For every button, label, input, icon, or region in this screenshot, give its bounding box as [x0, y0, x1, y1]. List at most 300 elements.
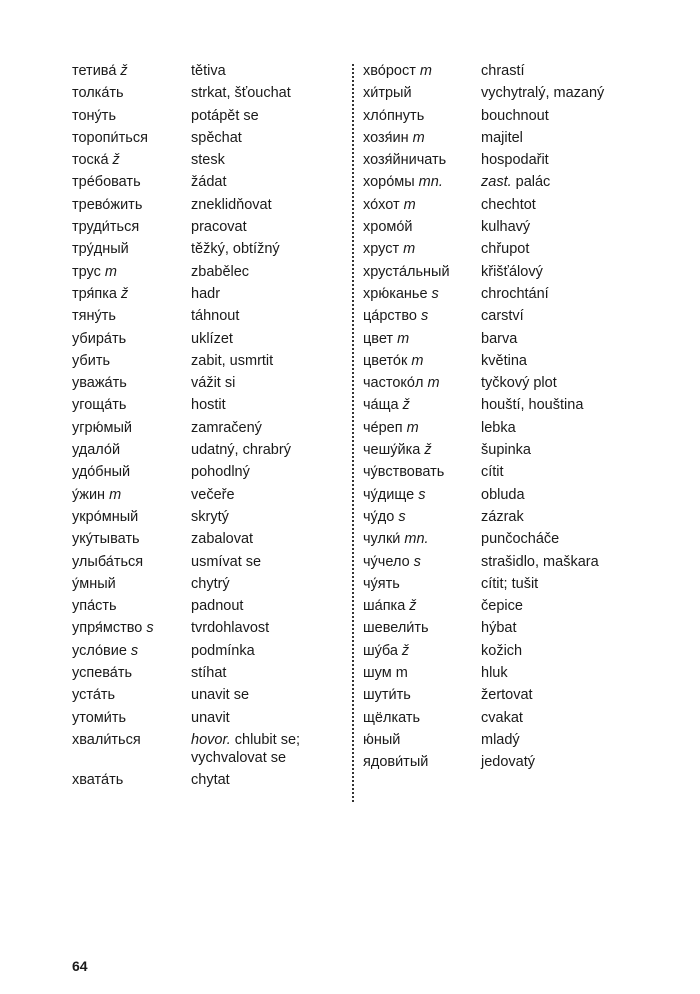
russian-word	[363, 486, 481, 504]
czech-translation	[481, 530, 683, 548]
grammar-label: m	[419, 63, 432, 79]
czech-translation-text: pohodlný	[191, 464, 250, 481]
czech-translation-text: hostit	[191, 397, 226, 414]
czech-translation-text: pracovat	[191, 219, 247, 236]
vocab-row	[72, 771, 337, 789]
vocab-row	[363, 307, 683, 325]
czech-translation-text: cvakat	[481, 709, 523, 726]
vocab-row	[363, 597, 683, 615]
russian-word	[72, 619, 191, 637]
page-number: 64	[72, 958, 88, 974]
czech-translation-text: unavit se	[191, 687, 250, 704]
russian-word	[72, 664, 191, 682]
russian-word-text: успева́ть	[72, 665, 133, 682]
vocab-row	[72, 731, 337, 767]
vocab-row	[363, 151, 683, 169]
russian-word-text: шути́ть	[363, 687, 411, 704]
russian-word	[72, 62, 191, 80]
grammar-label: m	[109, 486, 122, 503]
russian-word-text: утоми́ть	[72, 709, 127, 726]
czech-translation-text: šupinka	[481, 442, 531, 459]
russian-word-text: тре́бовать	[72, 174, 141, 191]
czech-translation	[191, 240, 337, 258]
vocab-row	[363, 374, 683, 392]
russian-word-text: чу́дище	[363, 486, 415, 503]
czech-translation	[191, 129, 337, 147]
vocab-row	[72, 441, 337, 459]
vocab-row	[363, 396, 683, 414]
czech-translation	[191, 441, 337, 459]
usage-label: hovor.	[191, 731, 231, 748]
vocab-row	[72, 307, 337, 325]
czech-translation-text: křišťálový	[481, 263, 543, 280]
czech-translation	[191, 285, 337, 303]
czech-translation-text: cítit; tušit	[481, 575, 539, 592]
russian-word	[72, 771, 191, 789]
vocab-row	[363, 642, 683, 660]
russian-word	[72, 686, 191, 704]
russian-word-text: хло́пнуть	[363, 107, 425, 124]
russian-word	[72, 530, 191, 548]
czech-translation	[191, 771, 337, 789]
russian-word-text: тяну́ть	[72, 308, 116, 325]
vocab-row	[72, 285, 337, 303]
russian-word-text: угоща́ть	[72, 397, 127, 414]
column-divider	[352, 64, 354, 802]
czech-translation-text: chlubit se;	[234, 731, 301, 748]
vocab-row	[363, 419, 683, 437]
russian-word-text: тря́пка	[72, 285, 117, 302]
czech-translation	[481, 330, 683, 348]
czech-translation-text: chrastí	[481, 63, 525, 79]
czech-translation-text: usmívat se	[191, 553, 262, 570]
czech-translation-text: tětiva	[191, 63, 226, 79]
czech-translation	[481, 374, 683, 392]
czech-translation-continued: vychvalovat se	[191, 749, 287, 766]
czech-translation-text: hospodařit	[481, 152, 549, 169]
russian-word	[363, 285, 481, 303]
russian-word	[72, 263, 191, 281]
russian-word	[363, 196, 481, 214]
usage-label: zast.	[481, 174, 512, 191]
vocab-row	[72, 352, 337, 370]
czech-translation	[191, 196, 337, 214]
russian-word	[72, 129, 191, 147]
russian-word	[72, 374, 191, 392]
czech-translation-text: uklízet	[191, 330, 233, 347]
russian-word-text: улыба́ться	[72, 553, 144, 570]
grammar-label: m	[412, 129, 425, 146]
czech-translation-text: udatný, chrabrý	[191, 442, 291, 459]
czech-translation	[191, 597, 337, 615]
czech-translation	[191, 352, 337, 370]
vocab-row	[72, 530, 337, 548]
russian-word-text: толка́ть	[72, 85, 124, 102]
russian-word-text: шу́ба	[363, 642, 398, 659]
russian-word-text: торопи́ться	[72, 129, 148, 146]
russian-word	[72, 173, 191, 191]
czech-translation-text: hadr	[191, 285, 221, 302]
russian-word-text: укро́мный	[72, 508, 139, 525]
russian-word	[363, 84, 481, 102]
czech-translation	[481, 196, 683, 214]
czech-translation	[481, 508, 683, 526]
czech-translation	[191, 530, 337, 548]
czech-translation	[191, 107, 337, 125]
czech-translation	[191, 419, 337, 437]
czech-translation	[191, 508, 337, 526]
russian-word	[363, 419, 481, 437]
czech-translation-text: bouchnout	[481, 107, 549, 124]
czech-translation-text: padnout	[191, 598, 244, 615]
russian-word-text: хоро́мы	[363, 174, 415, 191]
russian-word-text: уважа́ть	[72, 375, 127, 392]
russian-word	[72, 330, 191, 348]
czech-translation	[191, 62, 337, 80]
czech-translation	[191, 218, 337, 236]
russian-word-text: удо́бный	[72, 464, 131, 481]
russian-word	[363, 330, 481, 348]
grammar-label: mn.	[418, 174, 443, 191]
czech-translation	[481, 709, 683, 727]
russian-word-text: хво́рост	[363, 63, 416, 79]
czech-translation-text: kulhavý	[481, 219, 531, 236]
russian-word-text: трус	[72, 263, 101, 280]
russian-word	[72, 642, 191, 660]
vocab-row	[72, 508, 337, 526]
russian-word-text: чешу́йка	[363, 442, 421, 459]
vocab-row	[363, 107, 683, 125]
vocab-row	[363, 575, 683, 593]
czech-translation	[191, 330, 337, 348]
russian-word-text: хи́трый	[363, 85, 412, 102]
czech-translation	[481, 263, 683, 281]
czech-translation	[481, 664, 683, 682]
czech-translation-text: chřupot	[481, 241, 530, 258]
russian-word-text: труди́ться	[72, 219, 140, 236]
russian-word	[363, 731, 481, 749]
vocab-row	[72, 374, 337, 392]
russian-word-text: хозя́ин	[363, 129, 409, 146]
vocab-row	[363, 84, 683, 102]
russian-word	[72, 731, 191, 749]
czech-translation	[191, 396, 337, 414]
russian-word	[363, 530, 481, 548]
grammar-label: m	[403, 241, 416, 258]
russian-word-text: хвали́ться	[72, 731, 141, 748]
vocab-row	[363, 129, 683, 147]
vocab-row	[72, 419, 337, 437]
czech-translation	[481, 753, 683, 771]
russian-word	[363, 352, 481, 370]
czech-translation	[481, 731, 683, 749]
russian-word-text: хруста́льный	[363, 263, 450, 280]
russian-word	[72, 240, 191, 258]
czech-translation-text: strašidlo, maškara	[481, 553, 599, 570]
russian-word-text: убира́ть	[72, 330, 127, 347]
vocab-row	[72, 575, 337, 593]
russian-word-text: угрю́мый	[72, 419, 132, 436]
czech-translation	[481, 151, 683, 169]
vocab-row	[72, 240, 337, 258]
russian-word	[72, 196, 191, 214]
vocab-row	[72, 709, 337, 727]
czech-translation-text: vážit si	[191, 375, 236, 392]
czech-translation	[481, 352, 683, 370]
russian-word	[363, 307, 481, 325]
russian-word	[363, 642, 481, 660]
vocab-row	[363, 486, 683, 504]
czech-translation-text: majitel	[481, 129, 523, 146]
czech-translation	[481, 240, 683, 258]
vocab-row	[363, 709, 683, 727]
grammar-label: s	[398, 508, 406, 525]
czech-translation	[191, 731, 337, 767]
russian-word-text: удало́й	[72, 442, 121, 459]
russian-word-text: чулки́	[363, 531, 401, 548]
russian-word	[363, 107, 481, 125]
russian-word-text: хвата́ть	[72, 772, 124, 789]
russian-word-text: хрю́канье	[363, 285, 428, 302]
russian-word	[363, 597, 481, 615]
czech-translation-text: chytat	[191, 772, 230, 789]
russian-word	[363, 129, 481, 147]
russian-word-text: ца́рство	[363, 308, 417, 325]
russian-word	[72, 285, 191, 303]
russian-word-text: трево́жить	[72, 196, 143, 213]
czech-translation-text: jedovatý	[481, 754, 536, 771]
czech-translation	[481, 463, 683, 481]
grammar-label: ž	[402, 397, 410, 414]
russian-word	[72, 486, 191, 504]
czech-translation-text: carství	[481, 308, 524, 325]
russian-word	[363, 664, 481, 682]
czech-translation	[481, 553, 683, 571]
grammar-label: mn.	[404, 531, 429, 548]
czech-translation-text: zabalovat	[191, 531, 254, 548]
russian-word	[72, 553, 191, 571]
russian-word-text: тоска́	[72, 152, 109, 169]
vocab-row	[72, 396, 337, 414]
grammar-label: m	[427, 375, 440, 392]
czech-translation	[191, 84, 337, 102]
vocab-row	[363, 240, 683, 258]
russian-word-text: чу́вствовать	[363, 464, 445, 481]
russian-word-text: шевели́ть	[363, 620, 429, 637]
russian-word-text: щёлкать	[363, 709, 421, 726]
grammar-label: ž	[401, 642, 410, 659]
grammar-label: ž	[424, 442, 432, 459]
vocab-row	[363, 441, 683, 459]
russian-word-text: хромо́й	[363, 219, 413, 236]
czech-translation-text: tvrdohlavost	[191, 620, 270, 637]
czech-translation-text: podmínka	[191, 642, 255, 659]
czech-translation	[481, 307, 683, 325]
grammar-label: s	[130, 642, 139, 659]
czech-translation	[481, 129, 683, 147]
grammar-label: ž	[120, 63, 128, 79]
czech-translation-text: obluda	[481, 486, 525, 503]
czech-translation	[191, 709, 337, 727]
russian-word-text: цвет	[363, 330, 394, 347]
czech-translation	[191, 263, 337, 281]
vocab-row	[72, 218, 337, 236]
czech-translation-text: vychytralý, mazaný	[481, 85, 605, 102]
czech-translation	[191, 642, 337, 660]
czech-translation-text: žádat	[191, 174, 227, 191]
czech-translation	[481, 84, 683, 102]
russian-word-text: убить	[72, 352, 111, 369]
russian-word-text: у́мный	[72, 575, 116, 592]
grammar-label: m	[411, 352, 424, 369]
czech-translation-text: žertovat	[481, 687, 533, 704]
russian-word-text: че́реп	[363, 419, 403, 436]
vocab-row	[72, 263, 337, 281]
vocab-row	[72, 686, 337, 704]
vocab-row	[72, 330, 337, 348]
russian-word	[363, 619, 481, 637]
czech-translation	[191, 173, 337, 191]
left-column	[72, 62, 337, 794]
czech-translation-text: punčocháče	[481, 531, 560, 548]
russian-word-text: хруст	[363, 241, 400, 258]
russian-word-text: ша́пка	[363, 598, 406, 615]
czech-translation	[481, 686, 683, 704]
vocab-row	[72, 619, 337, 637]
grammar-label: m	[403, 196, 416, 213]
russian-word-text: усло́вие	[72, 642, 127, 659]
russian-word-text: ча́ща	[363, 397, 399, 414]
czech-translation-text: kožich	[481, 642, 523, 659]
grammar-label: ž	[409, 598, 417, 615]
czech-translation	[481, 107, 683, 125]
vocab-row	[72, 151, 337, 169]
russian-word	[363, 709, 481, 727]
czech-translation-text: spěchat	[191, 129, 242, 146]
vocab-row	[72, 642, 337, 660]
russian-word	[363, 441, 481, 459]
vocab-row	[363, 62, 683, 80]
russian-word-text: частоко́л	[363, 375, 424, 392]
czech-translation-text: zamračený	[191, 419, 262, 436]
russian-word	[72, 307, 191, 325]
russian-word	[72, 441, 191, 459]
russian-word	[363, 553, 481, 571]
russian-word	[363, 218, 481, 236]
czech-translation	[481, 597, 683, 615]
russian-word-text: у́жин	[72, 486, 106, 503]
vocab-row	[363, 285, 683, 303]
vocab-row	[363, 530, 683, 548]
vocab-row	[363, 508, 683, 526]
czech-translation-text: houští, houština	[481, 397, 584, 414]
russian-word	[72, 151, 191, 169]
vocab-row	[72, 196, 337, 214]
czech-translation-text: chechtot	[481, 196, 536, 213]
czech-translation-text: lebka	[481, 419, 516, 436]
czech-translation	[481, 486, 683, 504]
russian-word	[72, 463, 191, 481]
russian-word-text: упря́мство	[72, 620, 143, 637]
russian-word	[72, 107, 191, 125]
vocab-row	[363, 553, 683, 571]
russian-word-text: ядови́тый	[363, 754, 429, 771]
vocab-row	[363, 619, 683, 637]
vocab-row	[363, 173, 683, 191]
czech-translation	[191, 307, 337, 325]
czech-translation-text: mladý	[481, 731, 520, 748]
grammar-label: m	[406, 419, 419, 436]
vocab-row	[72, 463, 337, 481]
czech-translation-text: potápět se	[191, 107, 259, 124]
russian-word-text: цвето́к	[363, 352, 408, 369]
russian-word	[363, 396, 481, 414]
czech-translation-text: zneklidňovat	[191, 196, 272, 213]
czech-translation	[481, 419, 683, 437]
vocab-row	[363, 196, 683, 214]
czech-translation	[191, 463, 337, 481]
russian-word	[363, 575, 481, 593]
russian-word	[72, 218, 191, 236]
czech-translation-text: chrochtání	[481, 285, 549, 302]
vocab-row	[72, 129, 337, 147]
right-column	[363, 62, 683, 776]
grammar-label: s	[420, 308, 429, 325]
czech-translation-text: strkat, šťouchat	[191, 85, 291, 102]
russian-word-text: тону́ть	[72, 107, 116, 124]
grammar-label: s	[413, 553, 421, 570]
russian-word	[363, 463, 481, 481]
vocab-row	[363, 330, 683, 348]
vocab-row	[72, 84, 337, 102]
czech-translation-text: palác	[515, 174, 551, 191]
russian-word	[363, 753, 481, 771]
czech-translation-text: hluk	[481, 665, 508, 682]
czech-translation	[481, 575, 683, 593]
russian-word	[72, 508, 191, 526]
russian-word-text: чу́чело	[363, 553, 410, 570]
russian-word	[363, 240, 481, 258]
czech-translation-text: čepice	[481, 598, 523, 615]
vocab-row	[72, 664, 337, 682]
grammar-label: ž	[120, 285, 129, 302]
russian-word	[72, 396, 191, 414]
russian-word	[72, 597, 191, 615]
czech-translation-text: těžký, obtížný	[191, 241, 280, 258]
russian-word-text: тру́дный	[72, 241, 129, 258]
czech-translation-text: zbabělec	[191, 263, 250, 280]
grammar-label: m	[397, 330, 410, 347]
russian-word-text: уста́ть	[72, 687, 116, 704]
czech-translation	[481, 62, 683, 80]
russian-word-text: уку́тывать	[72, 531, 140, 548]
vocab-row	[72, 553, 337, 571]
czech-translation	[481, 218, 683, 236]
czech-translation	[191, 151, 337, 169]
czech-translation-text: večeře	[191, 486, 235, 503]
czech-translation	[191, 575, 337, 593]
vocab-row	[363, 352, 683, 370]
vocab-row	[72, 486, 337, 504]
russian-word	[72, 84, 191, 102]
grammar-label: s	[418, 486, 426, 503]
czech-translation-text: skrytý	[191, 508, 229, 525]
czech-translation	[191, 664, 337, 682]
russian-word-text: ю́ный	[363, 731, 401, 748]
russian-word-text: чу́до	[363, 508, 395, 525]
grammar-label: s	[146, 620, 154, 637]
vocab-row	[72, 173, 337, 191]
